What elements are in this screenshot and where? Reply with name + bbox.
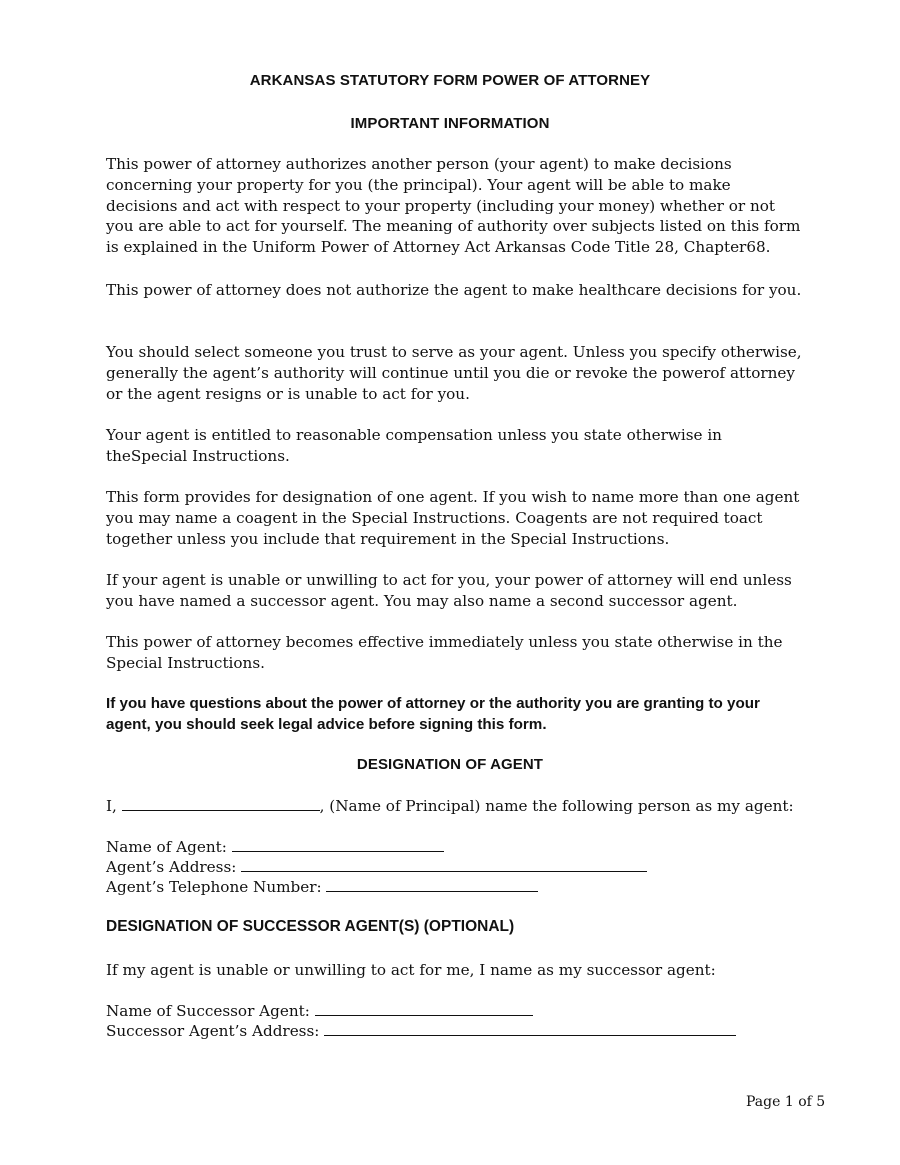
paragraph-effective: This power of attorney becomes effective immediately unless you state otherwise in the Special Instructions. [106,633,783,672]
paragraph-authorization: This power of attorney authorizes another person (your agent) to make decisions concerning your property for you (the principal). Your agent will be able to make decisions and act with respect to your property (including your money) whether or not you are able to act for yourself. The meaning of authority over subjects listed on this form is explained in the Uniform Power of Attorney Act Arkansas Code Title 28, Chapter68. [106,155,801,257]
successor-agent-heading: DESIGNATION OF SUCCESSOR AGENT(S) (OPTIONAL) [106,918,515,935]
page-number: Page 1 of 5 [746,1094,826,1110]
paragraph-successor: If your agent is unable or unwilling to act for you, your power of attorney will end unless you have named a successor agent. You may also name a second successor agent. [106,571,792,610]
agent-phone-line [106,877,538,898]
successor-name-label: Name of Successor Agent: [106,1002,310,1020]
successor-address-line [106,1021,736,1042]
principal-prefix: I, [106,797,117,815]
paragraph-healthcare: This power of attorney does not authorize the agent to make healthcare decisions for you. [106,281,802,299]
agent-address-field[interactable] [241,857,647,872]
successor-intro: If my agent is unable or unwilling to act for me, I name as my successor agent: [106,961,716,979]
principal-suffix: , (Name of Principal) name the following person as my agent: [319,797,794,815]
agent-name-line [106,837,444,858]
legal-advice-warning: If you have questions about the power of attorney or the authority you are granting to your agent, you should seek legal advice before signing this form. [106,695,760,733]
principal-line [106,796,794,817]
agent-name-label: Name of Agent: [106,838,227,856]
paragraph-coagent: This form provides for designation of one agent. If you wish to name more than one agent you may name a coagent in the Special Instructions. Coagents are not required toact together unless you include that requirement in the Special Instructions. [106,488,800,548]
agent-phone-field[interactable] [326,877,538,892]
designation-of-agent-heading: DESIGNATION OF AGENT [356,756,544,773]
successor-address-field[interactable] [324,1021,736,1036]
agent-address-line [106,857,647,878]
successor-name-line [106,1001,533,1022]
successor-name-field[interactable] [315,1001,533,1016]
principal-name-field[interactable] [122,796,320,811]
agent-name-field[interactable] [232,837,444,852]
agent-address-label: Agent’s Address: [106,858,237,876]
paragraph-compensation: Your agent is entitled to reasonable compensation unless you state otherwise in theSpecial Instructions. [106,426,722,465]
successor-address-label: Successor Agent’s Address: [106,1022,320,1040]
agent-phone-label: Agent’s Telephone Number: [106,878,322,896]
document-title: ARKANSAS STATUTORY FORM POWER OF ATTORNEY [249,72,651,89]
important-information-heading: IMPORTANT INFORMATION [350,115,550,132]
paragraph-select-agent: You should select someone you trust to serve as your agent. Unless you specify otherwise, generally the agent’s authority will continue until you die or revoke the powerof attorney or the agent resigns or is unable to act for you. [106,343,802,403]
